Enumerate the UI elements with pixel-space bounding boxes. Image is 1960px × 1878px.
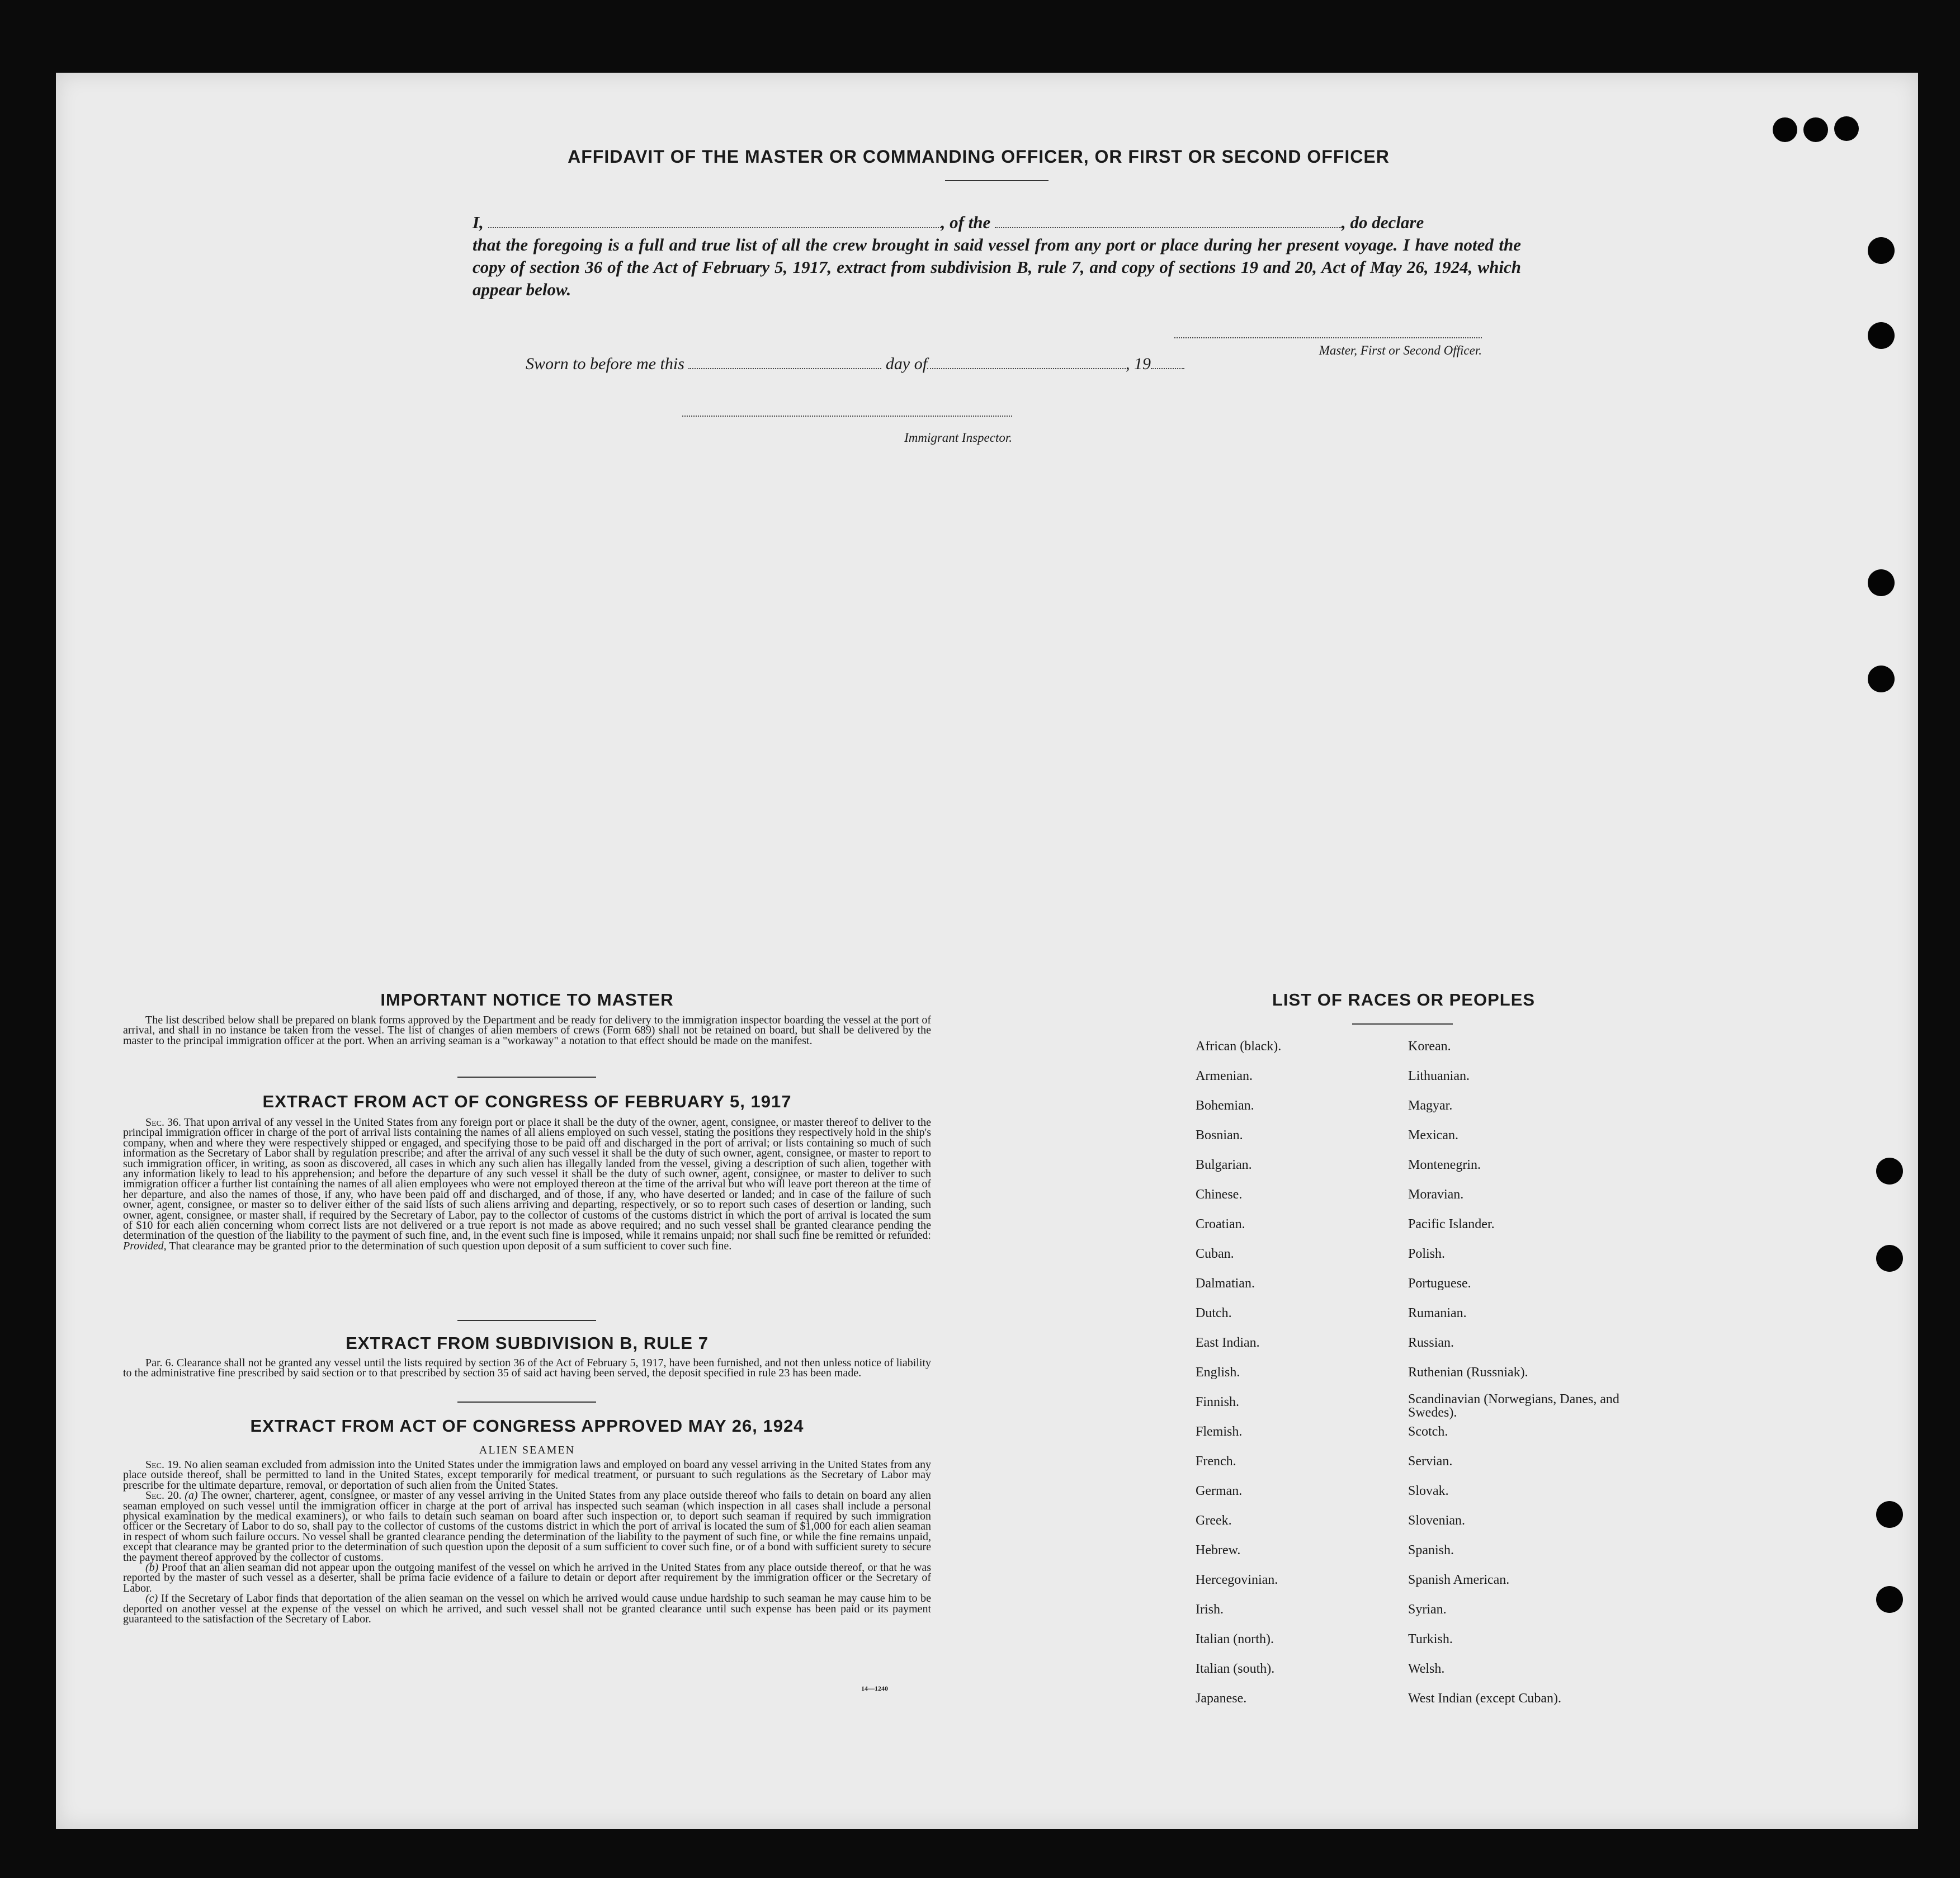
race-item: Italian (north). bbox=[1196, 1632, 1274, 1646]
provided-label: Provided, bbox=[123, 1239, 167, 1252]
binder-hole-icon bbox=[1834, 116, 1859, 141]
race-item: Ruthenian (Russniak). bbox=[1408, 1365, 1528, 1380]
notice-text: The list described below shall be prepared on blank forms approved by the Department and be ready for delivery to the immigration inspector boarding the vessel at the port of arrival, and shall in no instance be taken from the vessel. The list of changes of alien members of crews (Form 689) shall not be retained on board, but shall be delivered by the master to the principal immigration officer at the port. When an arriving seaman is a "workaway" a notation to that effect should be made on the manifest. bbox=[123, 1014, 931, 1047]
binder-hole-icon bbox=[1876, 1245, 1903, 1272]
section-divider bbox=[457, 1077, 596, 1078]
race-item: Hebrew. bbox=[1196, 1543, 1241, 1558]
race-item: Moravian. bbox=[1408, 1187, 1464, 1202]
race-item: German. bbox=[1196, 1484, 1243, 1498]
sec-20-b-label: (b) bbox=[145, 1561, 159, 1574]
notice-title: IMPORTANT NOTICE TO MASTER bbox=[380, 990, 674, 1009]
extract-1924-text bbox=[123, 1460, 931, 1625]
binder-hole-icon bbox=[1868, 569, 1895, 596]
title-divider bbox=[945, 180, 1049, 181]
race-item: Turkish. bbox=[1408, 1632, 1453, 1646]
race-item: African (black). bbox=[1196, 1039, 1282, 1054]
sec-20-a-label: (a) bbox=[185, 1489, 198, 1502]
sec-36-text: That upon arrival of any vessel in the United States from any foreign port or place it shall be the duty of the owner, agent, consignee, or master thereof to deliver to the principal immigration officer in charge of the port of arrival lists containing the names of all aliens employed on such vessel, stating the positions they respectively hold in the ship's company, when and where they were respectively shipped or engaged, and specifying those to be paid off and discharged in the port of arrival; or lists containing so much of such information as the Secretary of Labor shall by regulation prescribe; and after the arrival of any such vessel it shall be the duty of such owner, agent, consignee, or master to report to such immigration officer, in writing, as soon as discovered, all cases in which any such alien has illegally landed from the vessel, giving a description of such alien, together with any information likely to lead to his apprehension; and before the departure of any such vessel it shall be the duty of such owner, agent, consignee, or master to deliver to such immigration officer a further list containing the names of all alien employees who were not employed thereon at the time of the arrival but who will leave port thereon at the time of her departure, and also the names of those, if any, who have been paid off and discharged, and of those, if any, who have deserted or landed; and in case of the failure of such owner, agent, consignee, or master so to deliver either of the said lists of such aliens arriving and departing, respectively, or so to report such cases of desertion or landing, such owner, agent, consignee, or master shall, if required by the Secretary of Labor, pay to the collector of customs of the customs district in which the port of arrival is located the sum of $10 for each alien concerning whom correct lists are not delivered or a true report is not made as above required; and no such vessel shall be granted clearance pending the determination of the question of the liability to the payment of such fine, and, in the event such fine is imposed, while it remains unpaid; nor shall such fine be remitted or refunded: bbox=[123, 1116, 932, 1242]
race-item: Cuban. bbox=[1196, 1247, 1234, 1261]
affidavit-body-text: that the foregoing is a full and true list of all the crew brought in said vessel from any port or place during her present voyage. I have noted the copy of section 36 of the Act of February 5, 1917, extract from subdivision B, rule 7, and copy of sections 19 and 20, Act of May 26, 1924, which appear below. bbox=[473, 235, 1521, 299]
binder-hole-icon bbox=[1773, 117, 1797, 142]
sec-20-c-label: (c) bbox=[145, 1592, 158, 1605]
race-item: Flemish. bbox=[1196, 1424, 1243, 1439]
of-the-label: , of the bbox=[941, 213, 991, 232]
race-item: Irish. bbox=[1196, 1602, 1224, 1617]
sworn-year-field[interactable] bbox=[1151, 365, 1184, 369]
i-label: I, bbox=[473, 213, 484, 232]
race-item: Chinese. bbox=[1196, 1187, 1243, 1202]
extract-1924-title: EXTRACT FROM ACT OF CONGRESS APPROVED MAY 26, 1924 bbox=[250, 1416, 804, 1436]
race-item: Greek. bbox=[1196, 1513, 1232, 1528]
race-item: Portuguese. bbox=[1408, 1276, 1471, 1291]
year-label: , 19 bbox=[1126, 355, 1151, 373]
race-item: Welsh. bbox=[1408, 1662, 1445, 1676]
extract-rule7-text: Par. 6. Clearance shall not be granted any vessel until the lists required by section 36 of the Act of February 5, 1917, have been furnished, and not then unless notice of liability to the administrative fine prescribed by said section or to that prescribed by section 35 of said act having been served, the deposit specified in rule 23 has been made. bbox=[123, 1357, 931, 1380]
race-item: West Indian (except Cuban). bbox=[1408, 1691, 1561, 1706]
race-item: Slovenian. bbox=[1408, 1513, 1465, 1528]
race-item: Hercegovinian. bbox=[1196, 1573, 1278, 1587]
race-item: Russian. bbox=[1408, 1336, 1454, 1350]
form-number: 14—1240 bbox=[861, 1684, 888, 1692]
race-item: Mexican. bbox=[1408, 1128, 1458, 1143]
extract-1917-text bbox=[123, 1117, 931, 1251]
officer-name-field[interactable] bbox=[488, 224, 941, 228]
race-item: East Indian. bbox=[1196, 1336, 1260, 1350]
race-item: Bohemian. bbox=[1196, 1098, 1254, 1113]
master-signature-field[interactable] bbox=[1174, 337, 1482, 338]
binder-hole-icon bbox=[1876, 1158, 1903, 1185]
race-item: French. bbox=[1196, 1454, 1236, 1469]
races-divider bbox=[1352, 1023, 1453, 1025]
race-item: Spanish American. bbox=[1408, 1573, 1510, 1587]
race-item: Scandinavian (Norwegians, Danes, and Swedes). bbox=[1408, 1392, 1619, 1420]
race-item: Pacific Islander. bbox=[1408, 1217, 1495, 1231]
binder-hole-icon bbox=[1803, 117, 1828, 142]
race-item: Spanish. bbox=[1408, 1543, 1454, 1558]
race-item: English. bbox=[1196, 1365, 1240, 1380]
race-item: Magyar. bbox=[1408, 1098, 1453, 1113]
section-divider bbox=[457, 1320, 596, 1321]
sworn-month-field[interactable] bbox=[927, 365, 1126, 369]
race-item: Lithuanian. bbox=[1408, 1069, 1470, 1083]
extract-1917-title: EXTRACT FROM ACT OF CONGRESS OF FEBRUARY 5, 1917 bbox=[262, 1092, 792, 1111]
binder-hole-icon bbox=[1868, 237, 1895, 264]
sec-20-b-text: Proof that an alien seaman did not appear upon the outgoing manifest of the vessel on which he arrived in the United States from any place outside thereof, or that he was reported by the master of such vessel as a deserter, shall be prima facie evidence of a failure to detain or deport after requirement by the immigration officer or the Secretary of Labor. bbox=[123, 1561, 932, 1594]
binder-hole-icon bbox=[1876, 1501, 1903, 1528]
binder-hole-icon bbox=[1876, 1586, 1903, 1613]
sec-36-label: Sec. 36. bbox=[145, 1116, 182, 1129]
race-item: Finnish. bbox=[1196, 1395, 1240, 1409]
master-signature-block bbox=[1174, 331, 1482, 358]
sec-20-a-text: The owner, charterer, agent, consignee, or master of any vessel arriving in the United States from any place outside thereof who fails to detain on board any alien seaman employed on such vessel until the immigration officer in charge at the port of arrival has inspected such seaman (which inspection in all cases shall include a personal physical examination by the medical examiners), or who fails to detain such seaman on board after such inspection or, to deport such seaman if required by such immigration officer or the Secretary of Labor to do so, shall pay to the collector of customs of the customs district in which the port of arrival is located the sum of $1,000 for each alien seaman in respect of whom such failure occurs. No vessel shall be granted clearance pending the determination of the liability to the payment of such fine, or while the fine remains unpaid, except that clearance may be granted prior to the determination of such question upon the deposit of a sum sufficient to cover such fine, or of a bond with sufficient surety to secure the payment thereof approved by the collector of customs. bbox=[123, 1489, 932, 1564]
race-item: Polish. bbox=[1408, 1247, 1446, 1261]
sec-19-label: Sec. 19. bbox=[145, 1459, 182, 1471]
race-item: Syrian. bbox=[1408, 1602, 1447, 1617]
race-item: Japanese. bbox=[1196, 1691, 1247, 1706]
race-item: Dutch. bbox=[1196, 1306, 1232, 1320]
master-signature-caption: Master, First or Second Officer. bbox=[1319, 343, 1482, 357]
binder-hole-icon bbox=[1868, 322, 1895, 349]
do-declare-label: , do declare bbox=[1342, 213, 1424, 232]
day-of-label: day of bbox=[885, 355, 928, 373]
race-item: Bosnian. bbox=[1196, 1128, 1243, 1143]
section-divider bbox=[457, 1402, 596, 1403]
race-item: Dalmatian. bbox=[1196, 1276, 1255, 1291]
inspector-signature-block bbox=[682, 409, 1012, 445]
race-item: Slovak. bbox=[1408, 1484, 1449, 1498]
sworn-label: Sworn to before me this bbox=[526, 355, 684, 373]
affidavit-title: AFFIDAVIT OF THE MASTER OR COMMANDING OFFICER, OR FIRST OR SECOND OFFICER bbox=[568, 147, 1390, 167]
race-item: Montenegrin. bbox=[1408, 1158, 1481, 1172]
affidavit-declaration bbox=[473, 211, 1521, 301]
extract-rule7-title: EXTRACT FROM SUBDIVISION B, RULE 7 bbox=[346, 1333, 709, 1353]
alien-seamen-subtitle: ALIEN SEAMEN bbox=[479, 1444, 575, 1456]
race-item: Armenian. bbox=[1196, 1069, 1253, 1083]
race-item: Servian. bbox=[1408, 1454, 1453, 1469]
sworn-day-field[interactable] bbox=[688, 365, 881, 369]
race-item: Croatian. bbox=[1196, 1217, 1245, 1231]
sec-20-label: Sec. 20. bbox=[145, 1489, 182, 1502]
races-title: LIST OF RACES OR PEOPLES bbox=[1272, 990, 1536, 1009]
sec-36-text-end: That clearance may be granted prior to the determination of such question upon deposit of a sum sufficient to cover such fine. bbox=[169, 1239, 732, 1252]
inspector-signature-field[interactable] bbox=[682, 416, 1012, 417]
sworn-line bbox=[526, 355, 1184, 374]
inspector-caption: Immigrant Inspector. bbox=[904, 431, 1012, 445]
binder-hole-icon bbox=[1868, 666, 1895, 692]
race-item: Korean. bbox=[1408, 1039, 1451, 1054]
race-item: Rumanian. bbox=[1408, 1306, 1467, 1320]
sec-20-c-text: If the Secretary of Labor finds that deportation of the alien seaman on the vessel on which he arrived would cause undue hardship to such seaman he may cause him to be deported on another vessel at the expense of the vessel on which he arrived, and such vessel shall not be granted clearance until such expense has been paid or its payment guaranteed to the satisfaction of the Secretary of Labor. bbox=[123, 1592, 931, 1626]
sec-19-text: No alien seaman excluded from admission into the United States under the immigration laws and employed on board any vessel arriving in the United States from any place outside thereof, shall be permitted to land in the United States, except temporarily for medical treatment, or pursuant to such regulations as the Secretary of Labor may prescribe for the ultimate departure, removal, or deportation of such alien from the United States. bbox=[123, 1459, 931, 1492]
race-item: Bulgarian. bbox=[1196, 1158, 1252, 1172]
race-item: Scotch. bbox=[1408, 1424, 1448, 1439]
vessel-name-field[interactable] bbox=[995, 224, 1342, 228]
race-item: Italian (south). bbox=[1196, 1662, 1275, 1676]
